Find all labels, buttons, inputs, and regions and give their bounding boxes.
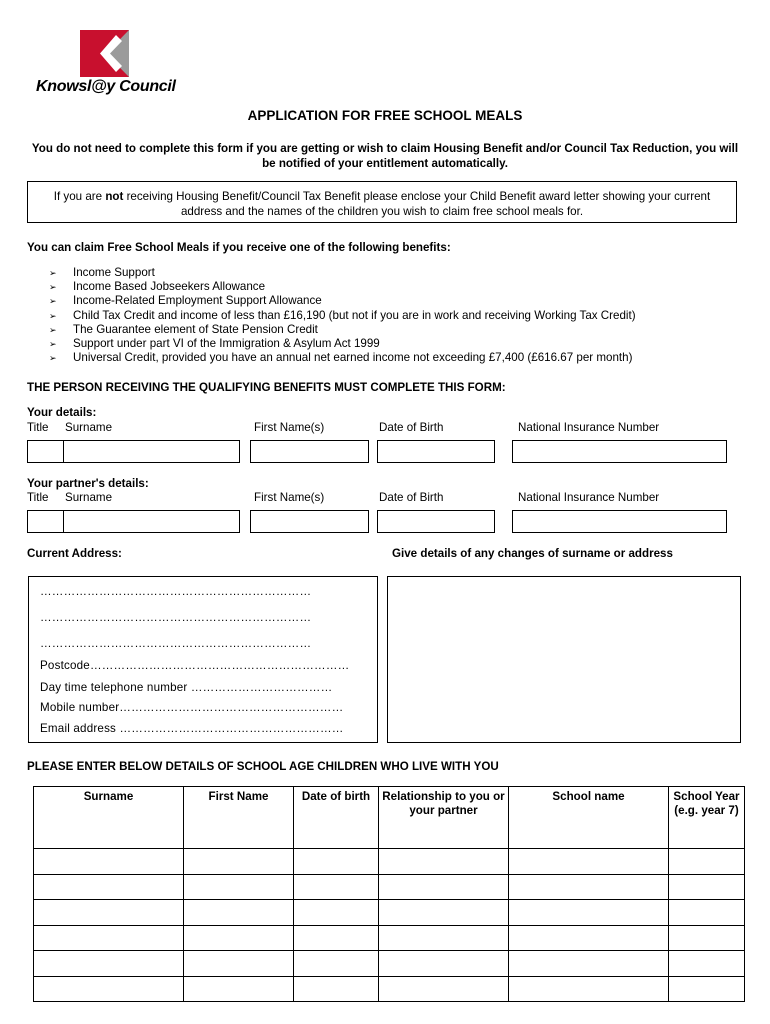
partner-ni-field[interactable] [512,510,727,533]
ni-label: National Insurance Number [518,421,660,434]
table-cell[interactable] [379,900,509,926]
partner-title-field[interactable] [27,510,64,533]
table-cell[interactable] [294,849,379,875]
partner-details-heading: Your partner's details: [27,477,149,490]
table-cell[interactable] [509,874,669,900]
table-cell[interactable] [669,849,745,875]
intro-text: You do not need to complete this form if you are getting or wish to claim Housing Benefit and/or Council Tax Reduction, you will be notified of your entitlement automatically. [31,142,739,170]
table-cell[interactable] [294,925,379,951]
table-cell[interactable] [669,874,745,900]
list-item: ➢ Child Tax Credit and income of less than £16,190 (but not if you are in work and receiving Working Tax Credit) [49,308,636,322]
ni-field[interactable] [512,440,727,463]
council-logo-icon [80,30,129,77]
address-box[interactable] [28,576,378,743]
address-line-2[interactable]: …………………………………………………………… [40,611,312,624]
arrow-bullet-icon: ➢ [49,296,57,307]
title-field[interactable] [27,440,64,463]
mobile-field[interactable]: Mobile number………………………………………………… [40,701,344,714]
arrow-bullet-icon: ➢ [49,339,57,350]
table-cell[interactable] [509,951,669,977]
address-heading: Current Address: [27,547,122,560]
col-surname: Surname [34,787,184,849]
table-cell[interactable] [184,849,294,875]
partner-title-label: Title [27,491,49,504]
benefits-list [49,266,636,365]
table-cell[interactable] [34,874,184,900]
notice-text-before: If you are [53,190,106,203]
notice-box [27,181,737,223]
list-item: ➢ Universal Credit, provided you have an annual net earned income not exceeding £7,400 (£616.67 per month) [49,351,633,365]
form-title: APPLICATION FOR FREE SCHOOL MEALS [247,108,523,123]
arrow-bullet-icon: ➢ [49,324,57,335]
col-relationship: Relationship to you or your partner [379,787,509,849]
address-line-3[interactable]: …………………………………………………………… [40,637,312,650]
table-cell[interactable] [669,951,745,977]
col-dob: Date of birth [294,787,379,849]
table-header-row [34,787,745,849]
partner-dob-label: Date of Birth [379,491,444,504]
list-item: ➢ The Guarantee element of State Pension Credit [49,322,318,336]
table-cell[interactable] [184,874,294,900]
table-cell[interactable] [669,900,745,926]
table-row [34,849,745,875]
table-cell[interactable] [184,976,294,1002]
list-item: ➢ Income Based Jobseekers Allowance [49,280,266,294]
notice-emphasis: not [105,190,124,203]
table-cell[interactable] [294,900,379,926]
changes-heading: Give details of any changes of surname or address [392,547,673,560]
surname-label: Surname [65,421,113,434]
partner-first-names-label: First Name(s) [254,491,325,504]
table-cell[interactable] [509,849,669,875]
table-cell[interactable] [34,849,184,875]
table-cell[interactable] [669,976,745,1002]
table-row [34,951,745,977]
address-line-1[interactable]: …………………………………………………………… [40,585,312,598]
email-field[interactable]: Email address ………………………………………………… [40,722,344,735]
table-cell[interactable] [294,874,379,900]
table-cell[interactable] [379,976,509,1002]
col-school-year: School Year (e.g. year 7) [669,787,745,849]
table-cell[interactable] [379,925,509,951]
partner-surname-label: Surname [65,491,113,504]
table-cell[interactable] [379,849,509,875]
table-cell[interactable] [34,951,184,977]
table-cell[interactable] [34,976,184,1002]
dob-label: Date of Birth [379,421,444,434]
table-row [34,925,745,951]
table-cell[interactable] [294,951,379,977]
partner-ni-label: National Insurance Number [518,491,660,504]
table-cell[interactable] [34,900,184,926]
arrow-bullet-icon: ➢ [49,310,57,321]
table-cell[interactable] [669,925,745,951]
first-names-field[interactable] [250,440,369,463]
table-row [34,900,745,926]
surname-field[interactable] [63,440,240,463]
table-cell[interactable] [34,925,184,951]
table-cell[interactable] [379,951,509,977]
benefits-heading: You can claim Free School Meals if you receive one of the following benefits: [27,241,451,254]
partner-surname-field[interactable] [63,510,240,533]
arrow-bullet-icon: ➢ [49,268,57,278]
table-cell[interactable] [509,925,669,951]
list-item: ➢ Income Support [49,266,155,279]
table-cell[interactable] [184,951,294,977]
partner-first-names-field[interactable] [250,510,369,533]
col-school-name: School name [509,787,669,849]
title-label: Title [27,421,49,434]
table-row [34,976,745,1002]
dob-field[interactable] [377,440,495,463]
children-heading: PLEASE ENTER BELOW DETAILS OF SCHOOL AGE CHILDREN WHO LIVE WITH YOU [27,760,499,773]
list-item: ➢ Support under part VI of the Immigration & Asylum Act 1999 [49,337,380,351]
table-cell[interactable] [294,976,379,1002]
council-logo-text: Knowsl@y Council [36,78,176,95]
table-cell[interactable] [379,874,509,900]
first-names-label: First Name(s) [254,421,325,434]
changes-details-field[interactable] [387,576,741,743]
table-cell[interactable] [184,925,294,951]
col-first-name: First Name [184,787,294,849]
table-cell[interactable] [509,900,669,926]
list-item: ➢ Income-Related Employment Support Allowance [49,294,322,308]
table-cell[interactable] [509,976,669,1002]
daytime-phone-field[interactable]: Day time telephone number ……………………………… [40,681,333,694]
partner-dob-field[interactable] [377,510,495,533]
your-details-heading: Your details: [27,406,97,419]
notice-text-after: receiving Housing Benefit/Council Tax Benefit please enclose your Child Benefit award letter showing your current address and the names of the children you wish to claim free school meals for. [123,190,711,218]
postcode-field[interactable]: Postcode………………………………………………………… [40,659,350,672]
children-table [33,786,745,1002]
table-cell[interactable] [184,900,294,926]
arrow-bullet-icon: ➢ [49,282,57,293]
person-heading: THE PERSON RECEIVING THE QUALIFYING BENEFITS MUST COMPLETE THIS FORM: [27,381,506,394]
arrow-bullet-icon: ➢ [49,353,57,364]
table-row [34,874,745,900]
